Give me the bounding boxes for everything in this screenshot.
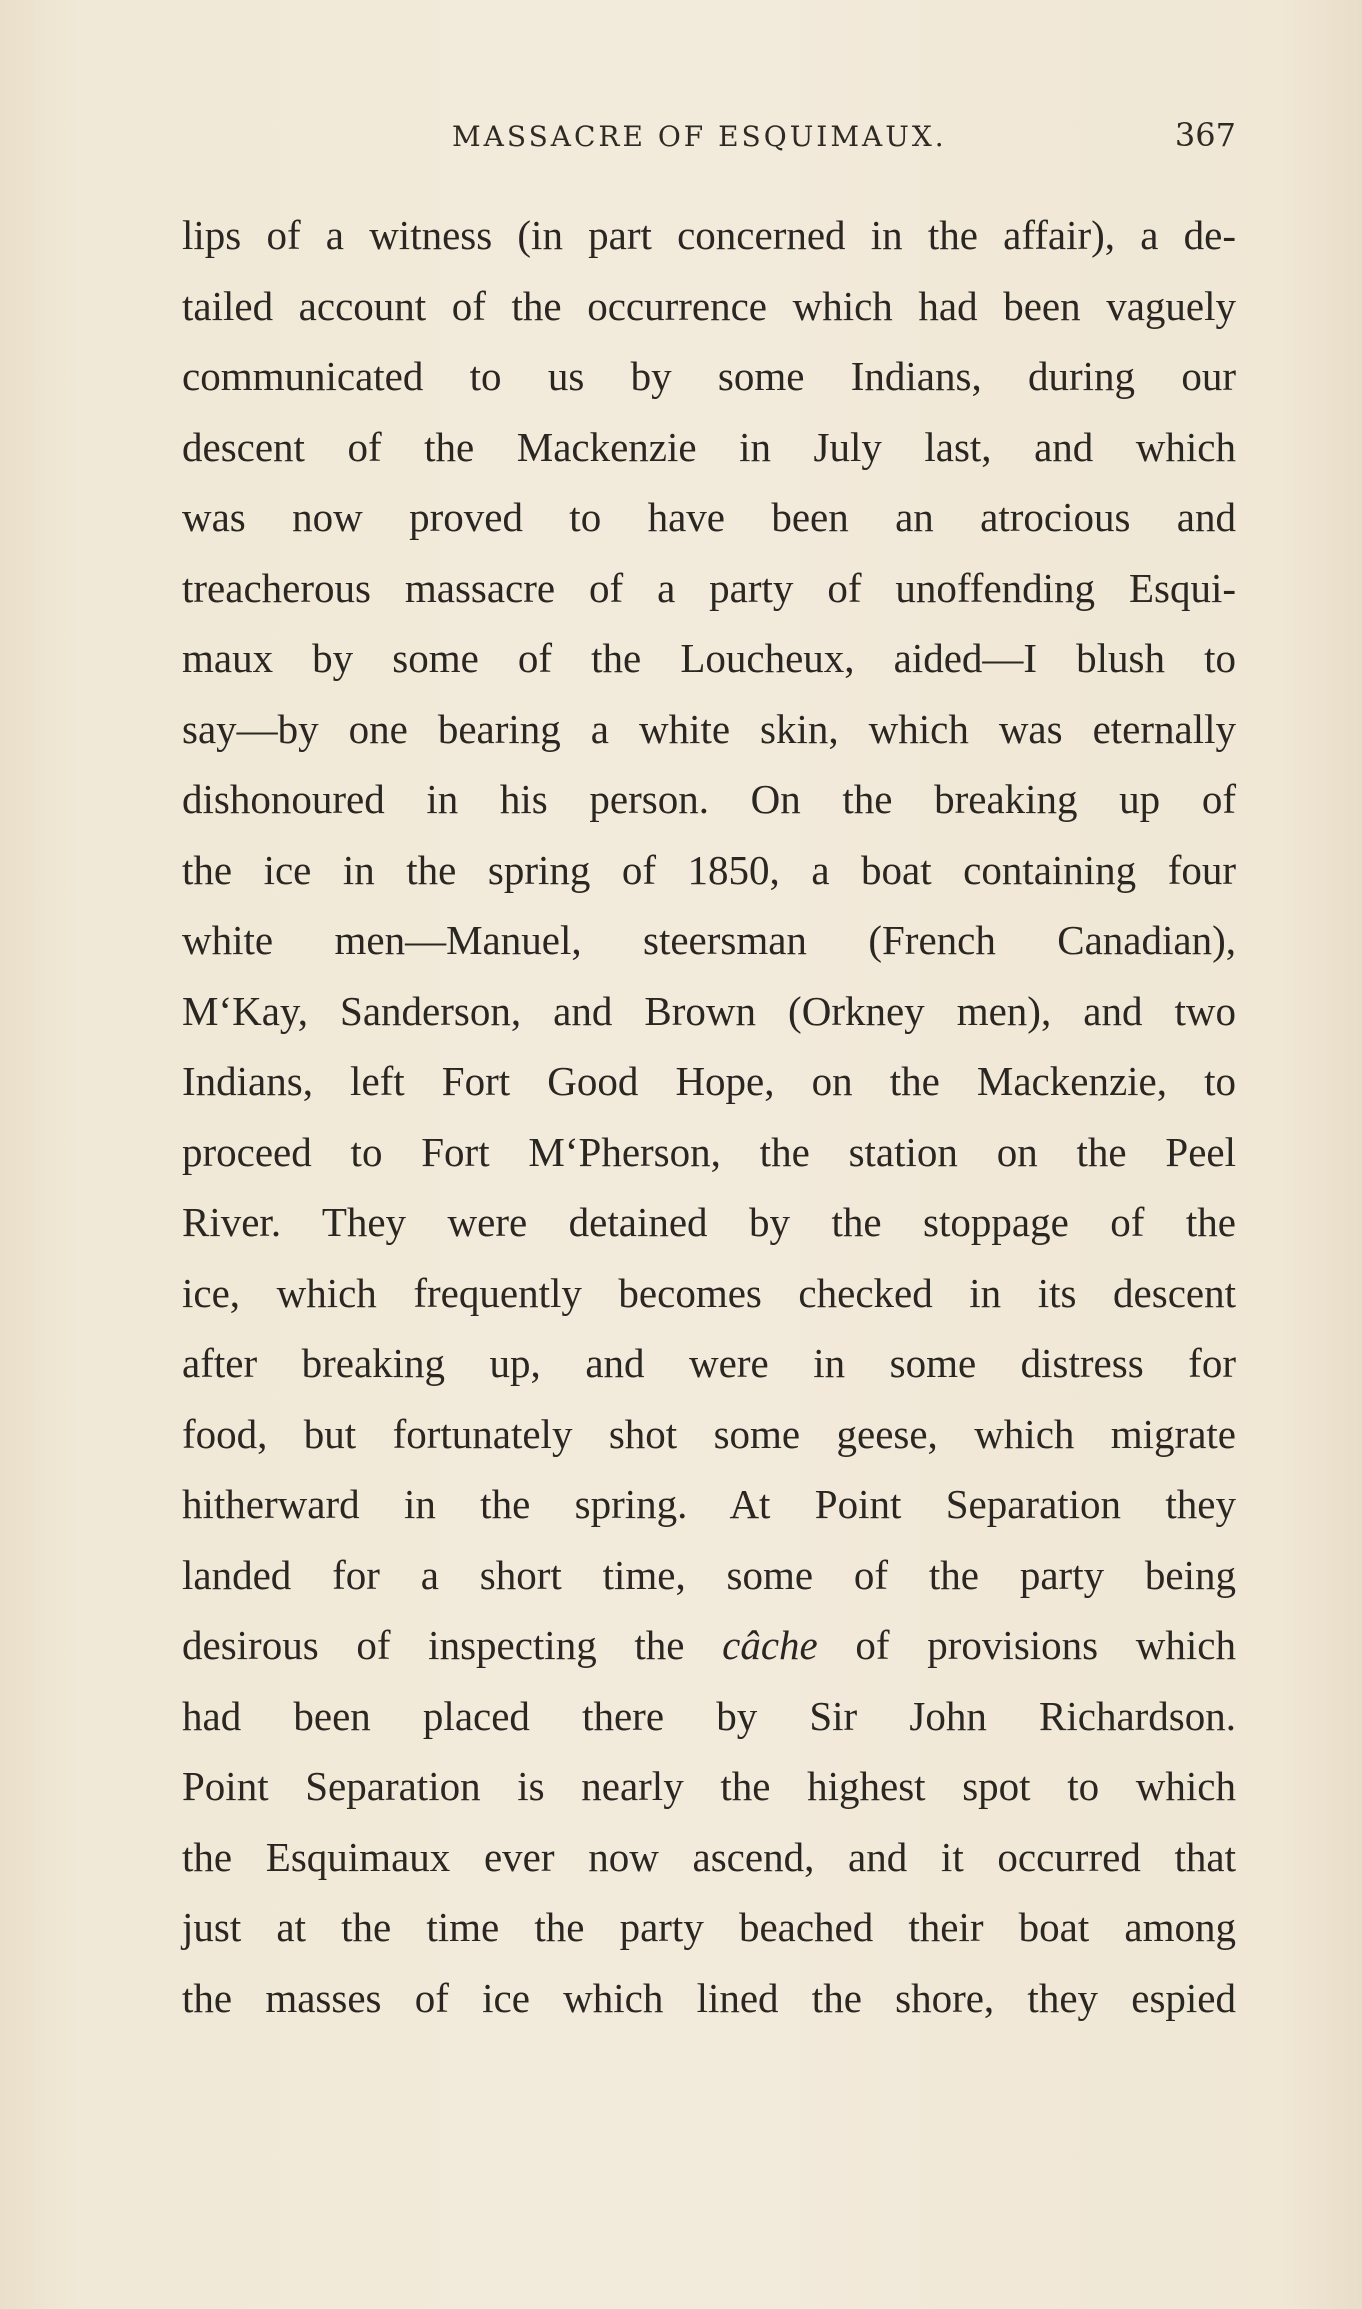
text-line: Indians, left Fort Good Hope, on the Mackenzie, to [182,1058,1236,1104]
italic-word: câche [722,1622,818,1668]
text-line: the masses of ice which lined the shore, they espied [182,1974,1236,2021]
text-line: just at the time the party beached their boat among [182,1904,1236,1950]
text-line: the Esquimaux ever now ascend, and it occurred that [182,1833,1236,1880]
text-line: communicated to us by some Indians, during our [182,353,1236,399]
text-line: proceed to Fort M‘Pherson, the station on the Peel [182,1128,1236,1175]
text-line: lips of a witness (in part concerned in the affair), a de- [182,212,1236,258]
text-line: Point Separation is nearly the highest spot to which [182,1763,1236,1809]
line-segment: desirous of inspecting the [182,1622,723,1668]
text-line: tailed account of the occurrence which had been vaguely [182,282,1236,329]
text-line: treacherous massacre of a party of unoffending Esqui- [182,564,1236,611]
text-line: maux by some of the Loucheux, aided—I blush to [182,635,1236,681]
text-line: food, but fortunately shot some geese, which migrate [182,1410,1236,1457]
line-segment: of provisions which [817,1622,1236,1668]
text-line: white men—Manuel, steersman (French Canadian), [182,917,1236,963]
running-title: MASSACRE OF ESQUIMAUX. [452,120,947,153]
text-line: M‘Kay, Sanderson, and Brown (Orkney men), and two [182,987,1236,1034]
running-head [182,112,1236,162]
text-line: was now proved to have been an atrocious and [182,494,1236,540]
text-line: dishonoured in his person. On the breaking up of [182,776,1236,822]
page-number: 367 [1174,116,1236,154]
text-line: River. They were detained by the stoppage of the [182,1199,1236,1245]
body-text [182,200,1236,2033]
text-line: after breaking up, and were in some distress for [182,1340,1236,1386]
text-line: say—by one bearing a white skin, which was eternally [182,705,1236,752]
text-line-with-italic [182,1610,1236,1681]
text-line: ice, which frequently becomes checked in its descent [182,1269,1236,1316]
text-line: descent of the Mackenzie in July last, and which [182,423,1236,470]
text-line: hitherward in the spring. At Point Separation they [182,1481,1236,1527]
text-line: the ice in the spring of 1850, a boat containing four [182,846,1236,893]
text-line: landed for a short time, some of the party being [182,1551,1236,1598]
text-line: had been placed there by Sir John Richardson. [182,1692,1236,1739]
